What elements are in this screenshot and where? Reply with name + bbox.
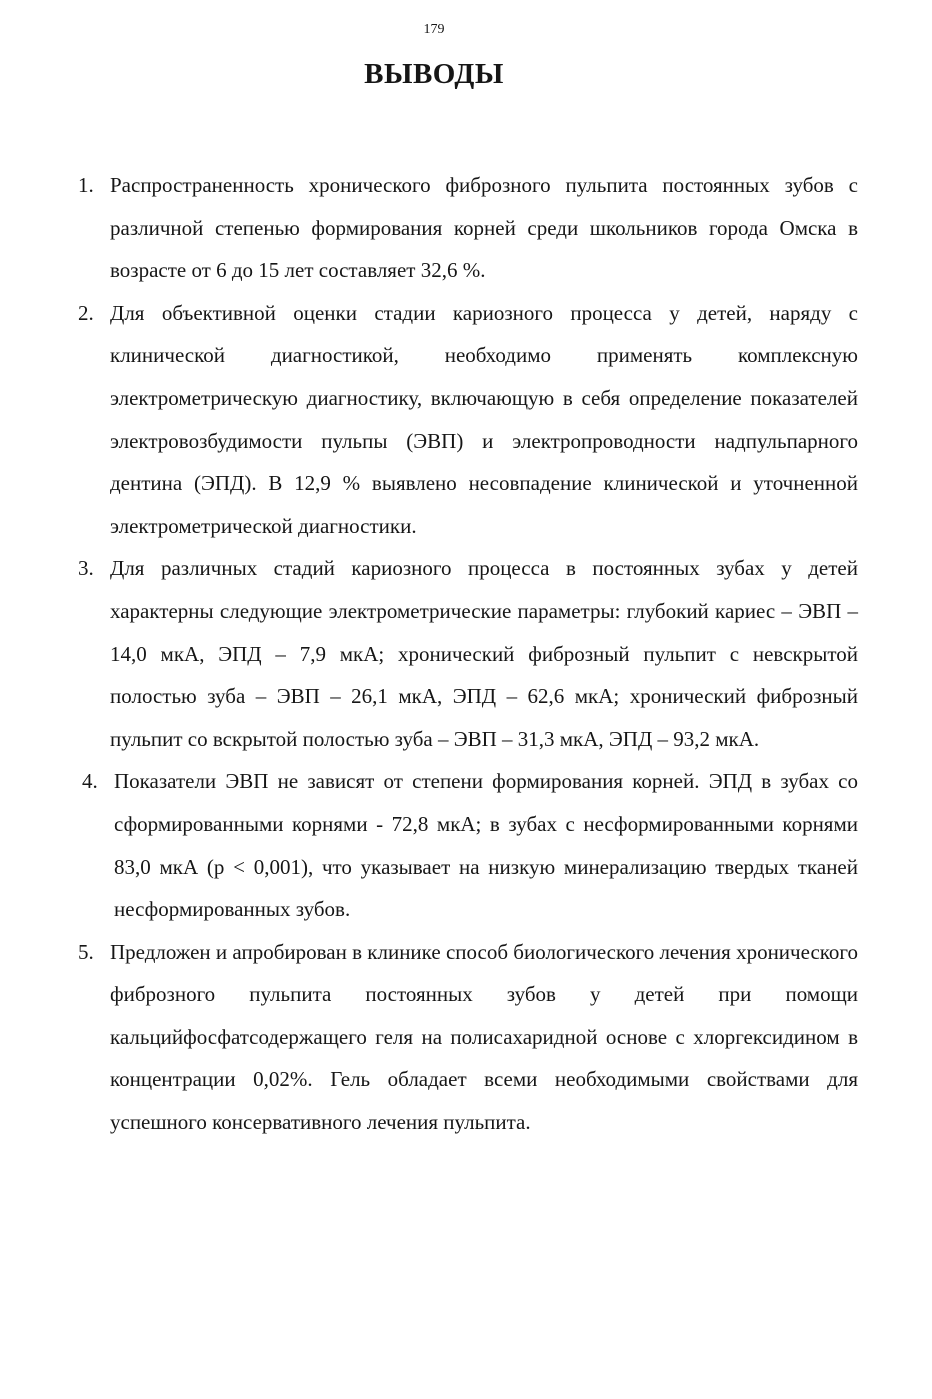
conclusion-item-5	[72, 931, 858, 1144]
conclusions-list	[72, 164, 858, 1144]
conclusion-text: Показатели ЭВП не зависят от степени формирования корней. ЭПД в зубах со сформированными корнями - 72,8 мкА; в зубах с несформированными корнями 83,0 мкА (р < 0,001), что указывает на низкую минерализацию твердых тканей несформированных зубов.	[114, 769, 858, 922]
conclusion-number: 5.	[78, 939, 94, 964]
conclusion-item-2	[72, 292, 858, 548]
conclusion-text: Для различных стадий кариозного процесса в постоянных зубах у детей характерны следующие электрометрические параметры: глубокий кариес – ЭВП – 14,0 мкА, ЭПД – 7,9 мкА; хронический фиброзный пульпит с невскрытой полостью зуба – ЭВП – 26,1 мкА, ЭПД – 62,6 мкА; хронический фиброзный пульпит со вскрытой полостью зуба – ЭВП – 31,3 мкА, ЭПД – 93,2 мкА.	[110, 556, 858, 751]
conclusion-number: 3.	[78, 556, 94, 581]
conclusion-item-4	[72, 760, 858, 930]
page-number: 179	[423, 22, 445, 37]
conclusion-text: Для объективной оценки стадии кариозного процесса у детей, наряду с клинической диагностикой, необходимо применять комплексную электрометрическую диагностику, включающую в себя определение показателей электровозбудимости пульпы (ЭВП) и электропроводности надпульпарного дентина (ЭПД). В 12,9 % выявлено несовпадение клинической и уточненной электрометрической диагностики.	[110, 300, 858, 538]
conclusion-text: Предложен и апробирован в клинике способ биологического лечения хронического фиброзного пульпита постоянных зубов у детей при помощи кальцийфосфатсодержащего геля на полисахаридной основе с хлоргексидином в концентрации 0,02%. Гель обладает всеми необходимыми свойствами для успешного консервативного лечения пульпита.	[110, 939, 858, 1135]
conclusion-item-3	[72, 547, 858, 760]
conclusion-number: 4.	[82, 769, 98, 794]
conclusion-text: Распространенность хронического фиброзного пульпита постоянных зубов с различной степенью формирования корней среди школьников города Омска в возрасте от 6 до 15 лет составляет 32,6 %.	[110, 173, 858, 283]
conclusion-number: 2.	[78, 300, 94, 325]
conclusion-item-1	[72, 164, 858, 292]
conclusion-number: 1.	[78, 173, 94, 197]
page-title: ВЫВОДЫ	[364, 58, 504, 90]
